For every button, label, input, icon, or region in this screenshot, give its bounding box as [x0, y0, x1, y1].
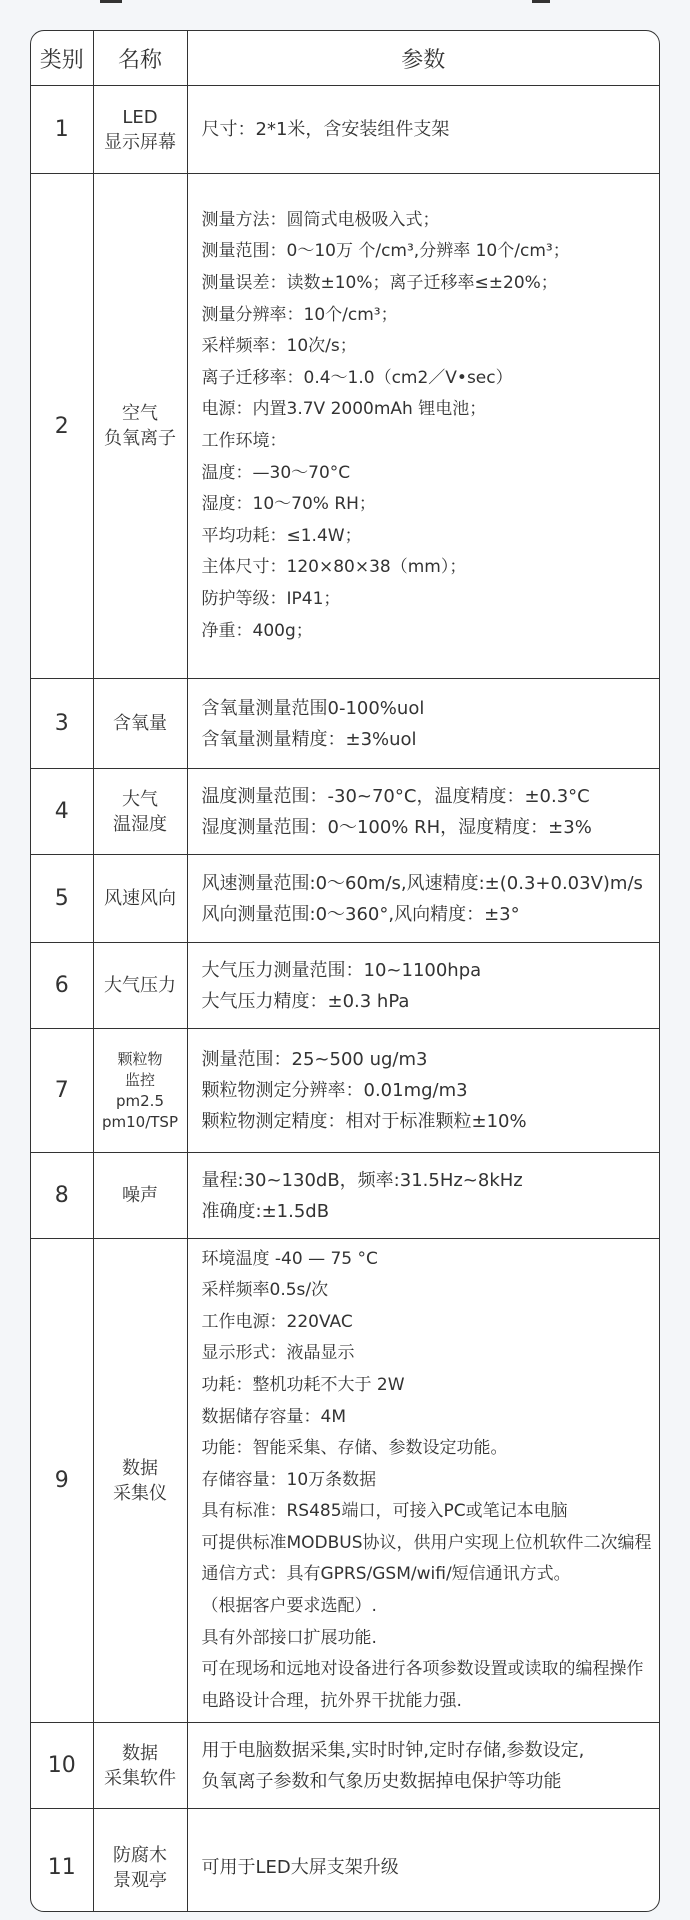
param-line: 测量分辨率：10个/cm³；: [201, 304, 398, 325]
table-row: [31, 769, 659, 855]
table-row: [31, 1153, 659, 1239]
spec-table-frame: [30, 30, 660, 1912]
param-line: 风向测量范围:0～360°,风向精度：±3°: [201, 903, 520, 925]
row-number: 2: [31, 174, 93, 679]
param-line: 负氧离子参数和气象历史数据掉电保护等功能: [201, 1770, 562, 1792]
param-line: 防护等级：IP41；: [201, 588, 341, 609]
row-name: [93, 1809, 187, 1913]
row-number: 10: [31, 1723, 93, 1809]
param-line: 风速测量范围:0～60m/s,风速精度:±(0.3+0.03V)m/s: [201, 872, 643, 894]
param-line: 电路设计合理，抗外界干扰能力强.: [201, 1690, 462, 1711]
row-number: 11: [31, 1809, 93, 1913]
header-category: 类别: [31, 31, 93, 86]
param-line: 测量方法：圆筒式电极吸入式；: [201, 209, 440, 230]
row-params: [187, 1723, 659, 1809]
row-number: 5: [31, 855, 93, 943]
param-line: 湿度测量范围：0～100% RH，湿度精度：±3%: [201, 816, 592, 838]
param-line: 净重：400g；: [201, 620, 313, 641]
row-number: 3: [31, 679, 93, 769]
param-line: 采样频率：10次/s；: [201, 336, 357, 357]
row-params: [187, 1153, 659, 1239]
row-name-line: 颗粒物: [117, 1049, 163, 1068]
row-name-line: 大气压力: [104, 975, 176, 996]
table-row: [31, 174, 659, 679]
param-line: （根据客户要求选配）.: [201, 1596, 377, 1617]
param-line: 具有外部接口扩展功能.: [201, 1627, 377, 1648]
param-line: 离子迁移率：0.4～1.0（cm2／V•sec）: [201, 367, 513, 388]
top-edge-marks: [0, 0, 690, 10]
param-line: 功能：智能采集、存储、参数设定功能。: [201, 1438, 508, 1459]
row-params: [187, 679, 659, 769]
row-params: [187, 1029, 659, 1153]
param-line: 可在现场和远地对设备进行各项参数设置或读取的编程操作: [201, 1659, 644, 1680]
row-name-line: pm2.5: [116, 1091, 164, 1110]
param-line: 具有标准：RS485端口，可接入PC或笔记本电脑: [201, 1501, 568, 1522]
row-name-line: 防腐木: [113, 1844, 167, 1866]
param-line: 主体尺寸：120×80×38（mm）；: [201, 557, 467, 578]
row-number: 6: [31, 943, 93, 1029]
row-name: [93, 1239, 187, 1723]
param-line: 温度测量范围：-30~70°C，温度精度：±0.3°C: [201, 785, 590, 807]
table-row: [31, 86, 659, 174]
row-name-line: 采集仪: [113, 1482, 167, 1504]
row-name-line: 大气: [122, 788, 158, 810]
param-line: 温度：—30～70°C: [201, 462, 351, 483]
row-number: 7: [31, 1029, 93, 1153]
param-line: 工作电源：220VAC: [201, 1311, 353, 1332]
row-params: [187, 1809, 659, 1913]
param-line: 存储容量：10万条数据: [201, 1469, 377, 1490]
row-name-line: 景观亭: [113, 1869, 167, 1891]
row-name-line: 噪声: [122, 1185, 158, 1206]
param-line: 采样频率0.5s/次: [201, 1280, 329, 1301]
table-row: [31, 1029, 659, 1153]
param-line: 测量范围：0～10万 个/cm³,分辨率 10个/cm³；: [201, 241, 570, 262]
row-name-line: 空气: [122, 403, 158, 424]
top-mark-right: [532, 0, 550, 3]
row-params: [187, 174, 659, 679]
row-name-line: 负氧离子: [104, 428, 176, 449]
row-name: [93, 1723, 187, 1809]
param-line: 颗粒物测定分辨率：0.01mg/m3: [201, 1080, 468, 1101]
row-name: [93, 855, 187, 943]
row-name: [93, 86, 187, 174]
param-line: 量程:30~130dB，频率:31.5Hz~8kHz: [201, 1169, 523, 1191]
row-name-line: 采集软件: [104, 1767, 176, 1789]
param-line: 功耗：整机功耗不大于 2W: [201, 1374, 405, 1395]
row-number: 8: [31, 1153, 93, 1239]
param-line: 测量误差：读数±10%；离子迁移率≤±20%；: [201, 273, 558, 294]
param-line: 颗粒物测定精度：相对于标准颗粒±10%: [201, 1111, 527, 1132]
row-name-line: 风速风向: [104, 888, 176, 909]
table-row: [31, 1239, 659, 1723]
row-params: [187, 1239, 659, 1723]
row-name-line: pm10/TSP: [101, 1112, 178, 1131]
row-number: 4: [31, 769, 93, 855]
param-line: 工作环境：: [201, 431, 287, 451]
row-params: [187, 86, 659, 174]
row-name: [93, 769, 187, 855]
table-header-row: [31, 31, 659, 86]
row-params: [187, 769, 659, 855]
header-params: 参数: [187, 31, 659, 86]
top-mark-left: [100, 0, 122, 3]
param-line: 含氧量测量精度：±3%uol: [201, 728, 417, 750]
row-name: [93, 1029, 187, 1153]
row-name-line: 数据: [122, 1742, 158, 1764]
row-name-line: 监控: [124, 1070, 155, 1089]
param-line: 大气压力测量范围：10~1100hpa: [201, 959, 482, 981]
row-name-line: 数据: [122, 1457, 158, 1479]
param-line: 环境温度 -40 — 75 °C: [201, 1248, 378, 1269]
row-name-line: 显示屏幕: [104, 131, 176, 153]
param-line: 准确度:±1.5dB: [201, 1200, 330, 1222]
param-line: 用于电脑数据采集,实时时钟,定时存储,参数设定,: [201, 1739, 585, 1761]
row-params: [187, 855, 659, 943]
table-row: [31, 1723, 659, 1809]
param-line: 数据储存容量：4M: [201, 1406, 346, 1427]
row-name-line: LED: [122, 106, 158, 128]
row-name: [93, 679, 187, 769]
row-params: [187, 943, 659, 1029]
row-name-line: 温湿度: [113, 813, 167, 835]
param-line: 可提供标准MODBUS协议，供用户实现上位机软件二次编程: [201, 1532, 652, 1553]
spec-table: [31, 31, 659, 1912]
param-line: 通信方式：具有GPRS/GSM/wifi/短信通讯方式。: [201, 1564, 571, 1585]
param-line: 平均功耗：≤1.4W；: [201, 525, 362, 546]
row-name: [93, 943, 187, 1029]
row-name-line: 含氧量: [113, 713, 167, 734]
param-line: 显示形式：液晶显示: [201, 1343, 355, 1364]
row-number: 9: [31, 1239, 93, 1723]
param-line: 大气压力精度：±0.3 hPa: [201, 990, 410, 1012]
table-row: [31, 855, 659, 943]
header-name: 名称: [93, 31, 187, 86]
param-line: 尺寸：2*1米，含安装组件支架: [201, 119, 450, 140]
row-name: [93, 174, 187, 679]
table-row: [31, 943, 659, 1029]
param-line: 可用于LED大屏支架升级: [201, 1857, 399, 1879]
param-line: 测量范围：25~500 ug/m3: [201, 1049, 428, 1070]
row-name: [93, 1153, 187, 1239]
table-row: [31, 679, 659, 769]
param-line: 电源：内置3.7V 2000mAh 锂电池；: [201, 399, 487, 420]
row-number: 1: [31, 86, 93, 174]
param-line: 湿度：10～70% RH；: [201, 494, 376, 515]
param-line: 含氧量测量范围0-100%uol: [201, 697, 425, 719]
table-row: [31, 1809, 659, 1913]
